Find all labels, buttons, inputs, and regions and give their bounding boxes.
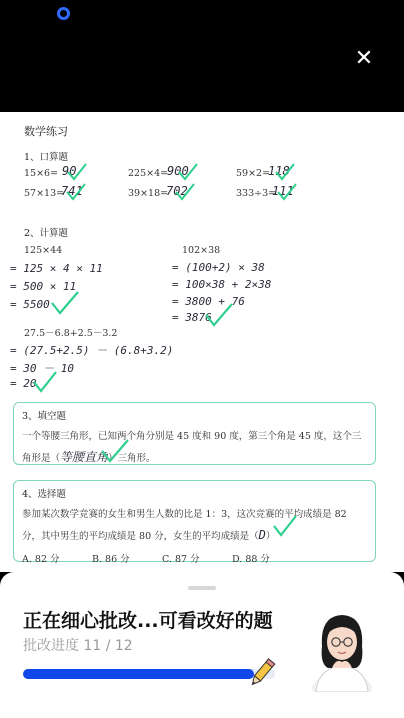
check-mark-icon	[50, 290, 80, 316]
problem: 125×44	[24, 245, 63, 256]
handwritten-step: = (100+2) × 38	[172, 261, 265, 274]
question-text	[22, 505, 367, 547]
worksheet-image	[0, 112, 404, 572]
handwritten-step: = 3800 + 76	[172, 295, 245, 308]
handwritten-answer: 118	[268, 164, 290, 178]
problem: 15×6=	[24, 168, 59, 179]
handwritten-answer: 900	[167, 164, 189, 178]
section-title: 2、计算题	[24, 228, 69, 239]
fill-in-question-box	[13, 402, 376, 465]
question-line: 参加某次数学竞赛的女生和男生人数的比是 1：3，这次竞赛的平均成绩是 82	[22, 509, 347, 520]
top-bar	[0, 0, 404, 112]
check-mark-icon	[204, 302, 234, 328]
handwritten-step: = 20	[10, 377, 37, 390]
drag-handle[interactable]	[188, 586, 216, 590]
check-mark-icon	[272, 514, 298, 538]
handwritten-step: = 100×38 + 2×38	[172, 278, 272, 291]
status-title: 正在细心批改...可看改好的题	[23, 610, 273, 632]
handwritten-answer: 等腰直角	[60, 450, 109, 464]
option-d: D. 88 分	[232, 554, 270, 565]
section-title: 3、填空题	[22, 411, 67, 422]
problem: 27.5－6.8+2.5－3.2	[24, 328, 118, 339]
check-mark-icon	[32, 370, 58, 394]
handwritten-step: = 3876	[172, 311, 212, 324]
section-title: 4、选择题	[22, 489, 67, 500]
handwritten-step: = 30 － 10	[10, 362, 74, 375]
question-line: ）	[265, 531, 276, 542]
handwritten-answer: D	[258, 528, 266, 542]
handwritten-step: = 125 × 4 × 11	[10, 262, 103, 275]
handwritten-step: = (27.5+2.5) － (6.8+3.2)	[10, 344, 174, 357]
check-mark-icon	[65, 182, 87, 202]
handwritten-answer: 90	[62, 164, 77, 178]
teacher-avatar	[306, 606, 378, 692]
problem: 102×38	[182, 245, 221, 256]
worksheet-title: 数学练习	[24, 125, 68, 138]
question-line: ）三角形。	[108, 453, 156, 464]
check-mark-icon	[177, 162, 199, 182]
check-mark-icon	[274, 162, 296, 182]
handwritten-answer: 741	[61, 184, 83, 198]
grading-status-sheet	[0, 572, 404, 718]
ring-icon	[57, 7, 70, 20]
problem: 225×4=	[128, 168, 169, 179]
section-title: 1、口算题	[24, 152, 69, 163]
handwritten-answer: 111	[272, 184, 294, 198]
check-mark-icon	[66, 162, 88, 182]
progress-label: 批改进度 11 / 12	[23, 638, 133, 654]
problem: 57×13=	[24, 188, 65, 199]
question-text	[22, 427, 367, 469]
question-line: 分，其中男生的平均成绩是 80 分，女生的平均成绩是（	[22, 531, 259, 542]
option-a: A. 82 分	[22, 554, 60, 565]
check-mark-icon	[100, 438, 130, 464]
option-c: C. 87 分	[162, 554, 200, 565]
question-line: 一个等腰三角形，已知两个角分别是 45 度和 90 度，第三个角是 45 度，这个三	[22, 431, 362, 442]
check-mark-icon	[174, 182, 196, 202]
pencil-icon	[248, 656, 276, 690]
problem: 39×18=	[128, 188, 169, 199]
choice-question-box	[13, 480, 376, 565]
problem: 59×2=	[236, 168, 271, 179]
handwritten-step: = 500 × 11	[10, 280, 77, 293]
options-row	[22, 551, 367, 565]
problem: 333÷3=	[236, 188, 277, 199]
progress-fill	[23, 669, 254, 679]
handwritten-answer: 702	[166, 184, 188, 198]
close-icon[interactable]: ✕	[354, 46, 374, 71]
handwritten-step: = 5500	[10, 298, 50, 311]
check-mark-icon	[276, 182, 298, 202]
progress-bar	[23, 669, 275, 679]
option-b: B. 86 分	[92, 554, 130, 565]
question-line: 角形是（	[22, 453, 61, 464]
